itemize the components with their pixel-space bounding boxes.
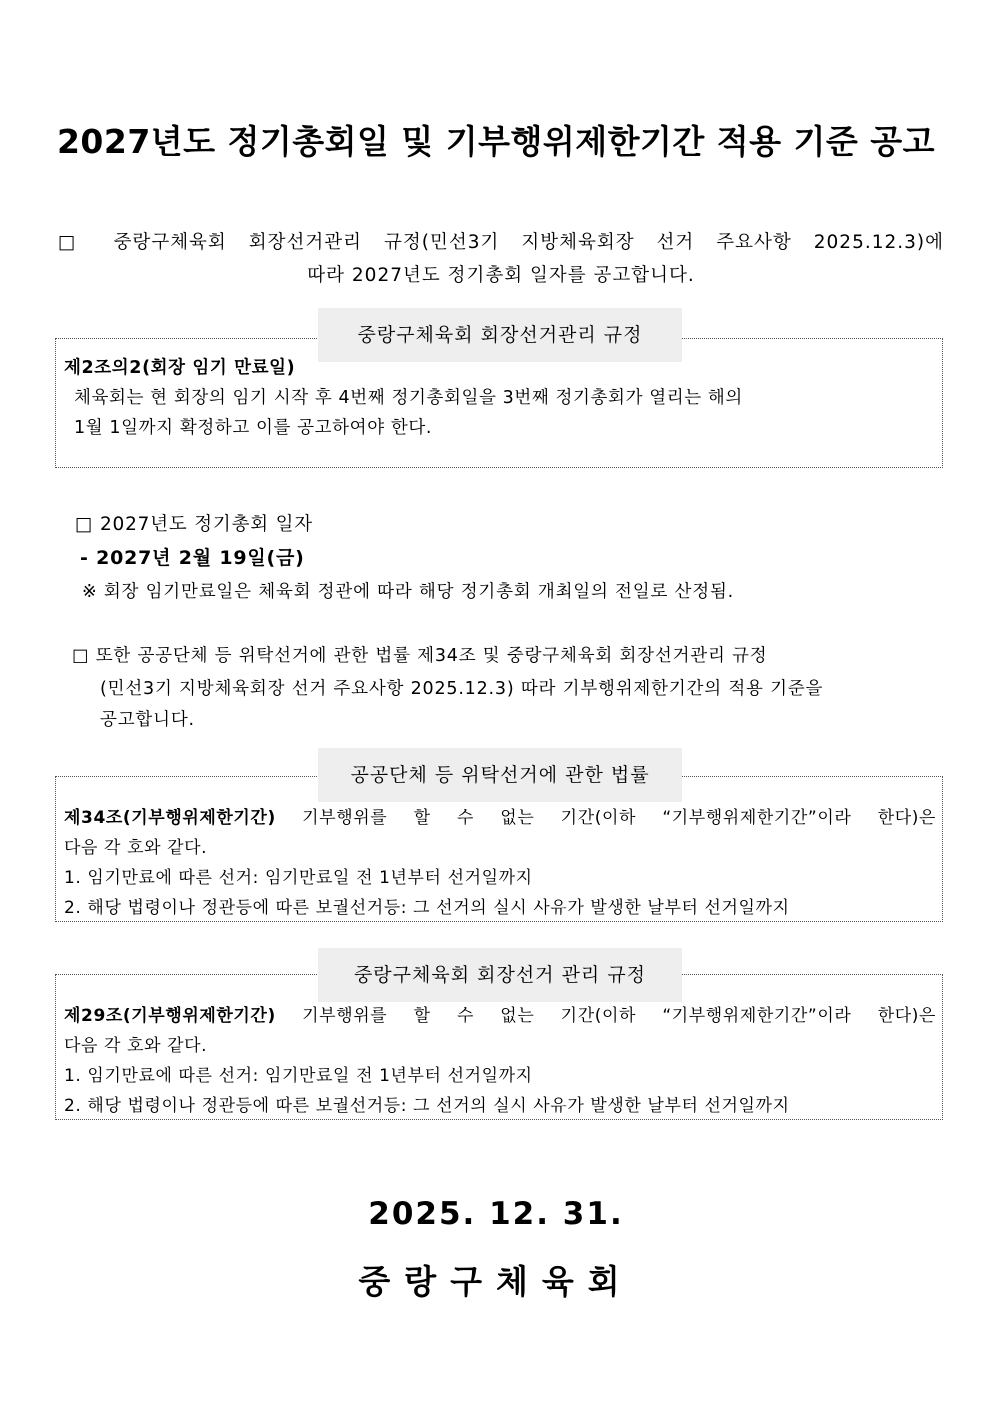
regulation-article-text: 기부행위를 할 수 없는 기간(이하 “기부행위제한기간”이라 한다)은 [275, 1006, 936, 1026]
notice-date: 2025. 12. 31. [368, 1196, 624, 1232]
law-article-item-1: 1. 임기만료에 따른 선거: 임기만료일 전 1년부터 선거일까지 [64, 868, 533, 888]
regulation-box-donation-tag: 중랑구체육회 회장선거 관리 규정 [318, 948, 682, 1002]
law-article-text: 기부행위를 할 수 없는 기간(이하 “기부행위제한기간”이라 한다)은 [275, 808, 936, 828]
restriction-intro-line-1: □ 또한 공공단체 등 위탁선거에 관한 법률 제34조 및 중랑구체육회 회장선거관리 규정 [72, 646, 768, 666]
article-heading: 제2조의2(회장 임기 만료일) [64, 358, 296, 378]
law-article-line-1 [64, 803, 936, 833]
regulation-box-donation-body [64, 1001, 936, 1121]
regulation-article-item-2: 2. 해당 법령이나 정관등에 따른 보궐선거등: 그 선거의 실시 사유가 발생한 날부터 선거일까지 [64, 1096, 790, 1116]
article-text-line-2: 1월 1일까지 확정하고 이를 공고하여야 한다. [74, 418, 433, 438]
regulation-box-term-body [64, 353, 936, 443]
law-article-line-2: 다음 각 호와 같다. [64, 838, 208, 858]
article-text-line-1: 체육회는 현 회장의 임기 시작 후 4번째 정기총회일을 3번째 정기총회가 열리는 해의 [74, 388, 743, 408]
restriction-intro-line-2: (민선3기 지방체육회장 선거 주요사항 2025.12.3) 따라 기부행위제한기간의 적용 기준을 [100, 679, 824, 699]
regulation-box-term-tag: 중랑구체육회 회장선거관리 규정 [318, 308, 682, 362]
law-article-item-2: 2. 해당 법령이나 정관등에 따른 보궐선거등: 그 선거의 실시 사유가 발생한 날부터 선거일까지 [64, 898, 790, 918]
intro-line-2: 따라 2027년도 정기총회 일자를 공고합니다. [307, 265, 695, 286]
organization-name: 중랑구체육회 [358, 1262, 634, 1301]
meeting-date-value: - 2027년 2월 19일(금) [80, 547, 305, 569]
regulation-article-heading: 제29조(기부행위제한기간) [64, 1006, 276, 1026]
document-title: 2027년도 정기총회일 및 기부행위제한기간 적용 기준 공고 [56, 122, 936, 161]
regulation-article-line-1 [64, 1001, 936, 1031]
intro-paragraph [58, 226, 944, 292]
restriction-intro-line-3: 공고합니다. [100, 710, 195, 730]
meeting-date-note: ※ 회장 임기만료일은 체육회 정관에 따라 해당 정기총회 개최일의 전일로 산정됨. [82, 582, 735, 602]
law-box-tag: 공공단체 등 위탁선거에 관한 법률 [318, 748, 682, 802]
regulation-article-line-2: 다음 각 호와 같다. [64, 1036, 208, 1056]
intro-line-1: □ 중랑구체육회 회장선거관리 규정(민선3기 지방체육회장 선거 주요사항 2025.12.3)에 [58, 232, 944, 253]
law-box-body [64, 803, 936, 923]
regulation-article-item-1: 1. 임기만료에 따른 선거: 임기만료일 전 1년부터 선거일까지 [64, 1066, 533, 1086]
meeting-date-header: □ 2027년도 정기총회 일자 [75, 514, 313, 535]
law-article-heading: 제34조(기부행위제한기간) [64, 808, 276, 828]
